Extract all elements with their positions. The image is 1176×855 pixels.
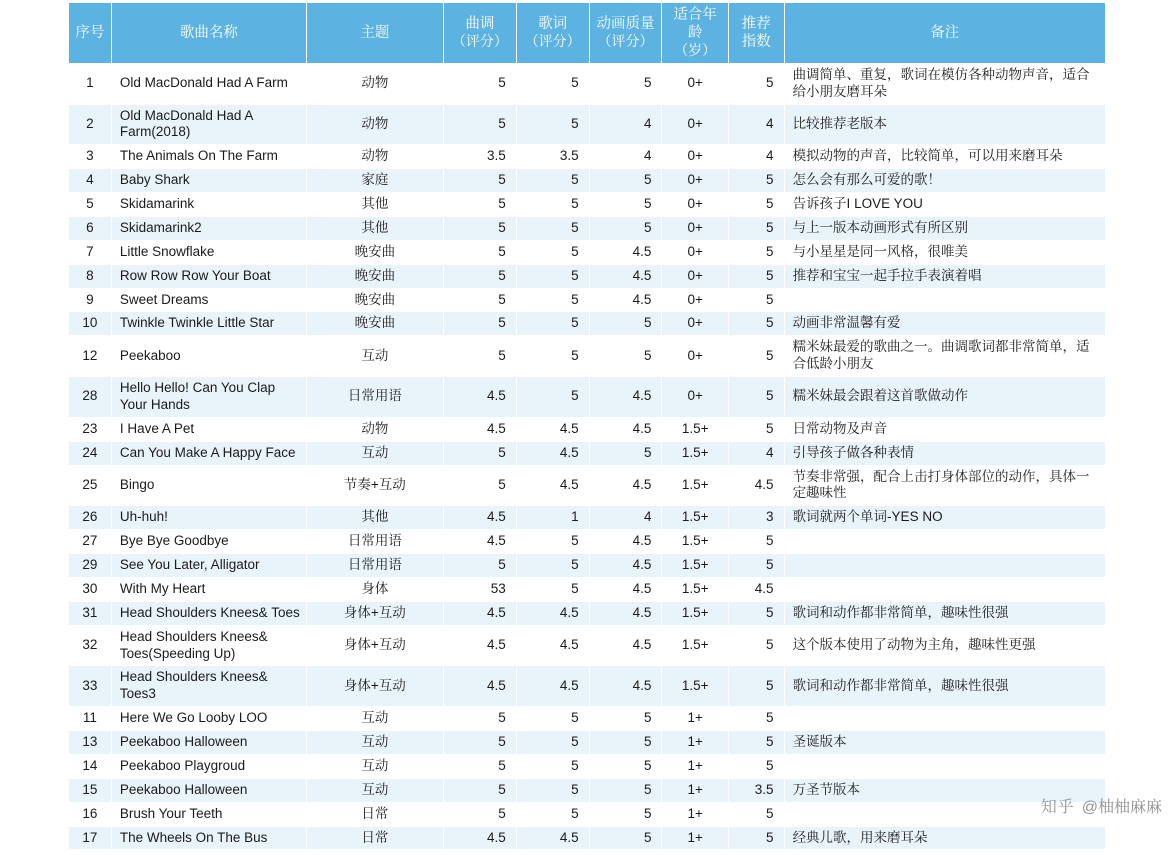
- table-row: [69, 169, 1106, 193]
- cell-note: 糯米妹最爱的歌曲之一。曲调歌词都非常简单，适合低龄小朋友: [784, 336, 1105, 377]
- table-row: [69, 63, 1106, 104]
- cell-song-name: Old MacDonald Had A Farm(2018): [111, 104, 306, 145]
- cell-note: [784, 530, 1105, 554]
- cell-song-name: Can You Make A Happy Face: [111, 441, 306, 465]
- cell-index: 1: [69, 63, 112, 104]
- cell-tune-score: 5: [443, 441, 516, 465]
- cell-recommend: 3: [728, 506, 784, 530]
- cell-tune-score: 5: [443, 802, 516, 826]
- cell-note: 比较推荐老版本: [784, 104, 1105, 145]
- cell-note: 万圣节版本: [784, 778, 1105, 802]
- cell-song-name: Bingo: [111, 465, 306, 506]
- cell-theme: 日常用语: [306, 530, 443, 554]
- cell-animation-score: 4: [589, 506, 662, 530]
- cell-theme: 身体+互动: [306, 625, 443, 666]
- cell-recommend: 5: [728, 666, 784, 707]
- cell-animation-score: 5: [589, 216, 662, 240]
- cell-recommend: 5: [728, 377, 784, 418]
- cell-recommend: 5: [728, 530, 784, 554]
- cell-age: 1+: [662, 802, 728, 826]
- cell-tune-score: 5: [443, 465, 516, 506]
- cell-song-name: Brush Your Teeth: [111, 802, 306, 826]
- cell-theme: 互动: [306, 731, 443, 755]
- cell-recommend: 5: [728, 601, 784, 625]
- cell-index: 8: [69, 264, 112, 288]
- song-table: [68, 2, 1106, 850]
- cell-animation-score: 5: [589, 826, 662, 850]
- cell-recommend: 5: [728, 240, 784, 264]
- cell-song-name: Head Shoulders Knees& Toes3: [111, 666, 306, 707]
- cell-animation-score: 4.5: [589, 288, 662, 312]
- cell-theme: 其他: [306, 506, 443, 530]
- cell-animation-score: 5: [589, 193, 662, 217]
- cell-theme: 节奏+互动: [306, 465, 443, 506]
- cell-note: 引导孩子做各种表情: [784, 441, 1105, 465]
- cell-recommend: 4.5: [728, 577, 784, 601]
- cell-tune-score: 4.5: [443, 377, 516, 418]
- cell-age: 1.5+: [662, 530, 728, 554]
- table-row: [69, 601, 1106, 625]
- cell-age: 1.5+: [662, 601, 728, 625]
- table-row: [69, 666, 1106, 707]
- cell-recommend: 5: [728, 336, 784, 377]
- cell-animation-score: 5: [589, 336, 662, 377]
- zhihu-logo: 知乎: [1040, 799, 1075, 816]
- cell-lyrics-score: 5: [516, 288, 589, 312]
- cell-recommend: 5: [728, 264, 784, 288]
- cell-lyrics-score: 4.5: [516, 417, 589, 441]
- cell-animation-score: 5: [589, 731, 662, 755]
- cell-recommend: 5: [728, 288, 784, 312]
- cell-theme: 晚安曲: [306, 288, 443, 312]
- cell-lyrics-score: 5: [516, 63, 589, 104]
- cell-theme: 晚安曲: [306, 240, 443, 264]
- cell-theme: 晚安曲: [306, 312, 443, 336]
- cell-animation-score: 5: [589, 707, 662, 731]
- cell-note: 歌词和动作都非常简单，趣味性很强: [784, 601, 1105, 625]
- cell-note: 动画非常温馨有爱: [784, 312, 1105, 336]
- table-row: [69, 778, 1106, 802]
- cell-animation-score: 5: [589, 778, 662, 802]
- table-row: [69, 577, 1106, 601]
- cell-song-name: Hello Hello! Can You Clap Your Hands: [111, 377, 306, 418]
- cell-lyrics-score: 5: [516, 554, 589, 578]
- cell-recommend: 5: [728, 625, 784, 666]
- cell-tune-score: 4.5: [443, 530, 516, 554]
- table-row: [69, 288, 1106, 312]
- cell-tune-score: 53: [443, 577, 516, 601]
- cell-theme: 互动: [306, 441, 443, 465]
- cell-recommend: 5: [728, 193, 784, 217]
- cell-note: 告诉孩子I LOVE YOU: [784, 193, 1105, 217]
- cell-animation-score: 5: [589, 63, 662, 104]
- cell-age: 0+: [662, 193, 728, 217]
- cell-song-name: Skidamarink: [111, 193, 306, 217]
- cell-note: [784, 707, 1105, 731]
- cell-lyrics-score: 5: [516, 240, 589, 264]
- cell-theme: 日常: [306, 802, 443, 826]
- cell-animation-score: 4.5: [589, 465, 662, 506]
- cell-theme: 动物: [306, 145, 443, 169]
- cell-song-name: Baby Shark: [111, 169, 306, 193]
- cell-lyrics-score: 5: [516, 312, 589, 336]
- cell-note: 模拟动物的声音，比较简单，可以用来磨耳朵: [784, 145, 1105, 169]
- table-row: [69, 336, 1106, 377]
- cell-theme: 日常: [306, 826, 443, 850]
- cell-age: 1.5+: [662, 666, 728, 707]
- cell-lyrics-score: 5: [516, 104, 589, 145]
- cell-index: 10: [69, 312, 112, 336]
- cell-index: 31: [69, 601, 112, 625]
- cell-age: 1.5+: [662, 465, 728, 506]
- column-header-lyrics: 歌词 （评分）: [516, 3, 589, 64]
- cell-index: 28: [69, 377, 112, 418]
- table-row: [69, 554, 1106, 578]
- cell-animation-score: 5: [589, 169, 662, 193]
- cell-note: 这个版本使用了动物为主角，趣味性更强: [784, 625, 1105, 666]
- column-header-note: 备注: [784, 3, 1105, 64]
- cell-theme: 动物: [306, 63, 443, 104]
- cell-lyrics-score: 5: [516, 264, 589, 288]
- cell-animation-score: 4.5: [589, 666, 662, 707]
- cell-age: 0+: [662, 377, 728, 418]
- cell-song-name: Peekaboo Playgroud: [111, 754, 306, 778]
- cell-tune-score: 4.5: [443, 625, 516, 666]
- cell-index: 33: [69, 666, 112, 707]
- cell-tune-score: 5: [443, 778, 516, 802]
- cell-age: 0+: [662, 264, 728, 288]
- cell-age: 0+: [662, 240, 728, 264]
- cell-song-name: Head Shoulders Knees& Toes(Speeding Up): [111, 625, 306, 666]
- column-header-age: 适合年龄 （岁）: [662, 3, 728, 64]
- cell-song-name: Bye Bye Goodbye: [111, 530, 306, 554]
- cell-age: 0+: [662, 312, 728, 336]
- cell-lyrics-score: 5: [516, 802, 589, 826]
- cell-tune-score: 5: [443, 193, 516, 217]
- cell-lyrics-score: 5: [516, 778, 589, 802]
- cell-animation-score: 5: [589, 312, 662, 336]
- column-header-name: 歌曲名称: [111, 3, 306, 64]
- cell-theme: 互动: [306, 336, 443, 377]
- cell-song-name: The Wheels On The Bus: [111, 826, 306, 850]
- cell-tune-score: 5: [443, 63, 516, 104]
- cell-theme: 日常用语: [306, 377, 443, 418]
- cell-recommend: 5: [728, 312, 784, 336]
- cell-song-name: Skidamarink2: [111, 216, 306, 240]
- table-row: [69, 264, 1106, 288]
- cell-note: [784, 554, 1105, 578]
- cell-age: 1.5+: [662, 506, 728, 530]
- cell-theme: 日常用语: [306, 554, 443, 578]
- cell-recommend: 5: [728, 63, 784, 104]
- cell-age: 1.5+: [662, 417, 728, 441]
- cell-lyrics-score: 5: [516, 336, 589, 377]
- cell-animation-score: 4.5: [589, 264, 662, 288]
- cell-age: 1+: [662, 754, 728, 778]
- cell-index: 29: [69, 554, 112, 578]
- table-row: [69, 530, 1106, 554]
- cell-song-name: Old MacDonald Had A Farm: [111, 63, 306, 104]
- table-body: [69, 63, 1106, 850]
- cell-recommend: 5: [728, 707, 784, 731]
- cell-age: 1.5+: [662, 625, 728, 666]
- table-header: [69, 3, 1106, 64]
- cell-tune-score: 4.5: [443, 666, 516, 707]
- cell-age: 0+: [662, 336, 728, 377]
- cell-index: 17: [69, 826, 112, 850]
- cell-tune-score: 3.5: [443, 145, 516, 169]
- cell-note: [784, 288, 1105, 312]
- cell-index: 11: [69, 707, 112, 731]
- cell-theme: 其他: [306, 216, 443, 240]
- cell-theme: 动物: [306, 104, 443, 145]
- cell-theme: 互动: [306, 754, 443, 778]
- cell-lyrics-score: 5: [516, 577, 589, 601]
- cell-animation-score: 4: [589, 104, 662, 145]
- cell-lyrics-score: 4.5: [516, 441, 589, 465]
- cell-theme: 互动: [306, 778, 443, 802]
- cell-lyrics-score: 4.5: [516, 601, 589, 625]
- cell-age: 1.5+: [662, 441, 728, 465]
- cell-theme: 身体+互动: [306, 666, 443, 707]
- cell-song-name: Row Row Row Your Boat: [111, 264, 306, 288]
- header-row: [69, 3, 1106, 64]
- cell-lyrics-score: 4.5: [516, 666, 589, 707]
- cell-age: 1+: [662, 778, 728, 802]
- table-row: [69, 240, 1106, 264]
- cell-index: 5: [69, 193, 112, 217]
- cell-song-name: The Animals On The Farm: [111, 145, 306, 169]
- cell-animation-score: 4.5: [589, 530, 662, 554]
- cell-tune-score: 5: [443, 754, 516, 778]
- cell-tune-score: 5: [443, 240, 516, 264]
- cell-song-name: Here We Go Looby LOO: [111, 707, 306, 731]
- cell-song-name: Peekaboo Halloween: [111, 778, 306, 802]
- cell-note: 节奏非常强，配合上击打身体部位的动作，具体一定趣味性: [784, 465, 1105, 506]
- cell-age: 1.5+: [662, 577, 728, 601]
- table-row: [69, 506, 1106, 530]
- cell-note: 圣诞版本: [784, 731, 1105, 755]
- cell-theme: 身体+互动: [306, 601, 443, 625]
- cell-tune-score: 5: [443, 216, 516, 240]
- cell-recommend: 3.5: [728, 778, 784, 802]
- cell-lyrics-score: 5: [516, 193, 589, 217]
- cell-index: 14: [69, 754, 112, 778]
- cell-song-name: With My Heart: [111, 577, 306, 601]
- cell-animation-score: 4.5: [589, 377, 662, 418]
- cell-lyrics-score: 1: [516, 506, 589, 530]
- cell-theme: 动物: [306, 417, 443, 441]
- cell-index: 23: [69, 417, 112, 441]
- cell-theme: 晚安曲: [306, 264, 443, 288]
- cell-index: 30: [69, 577, 112, 601]
- cell-age: 0+: [662, 63, 728, 104]
- cell-song-name: Sweet Dreams: [111, 288, 306, 312]
- cell-index: 12: [69, 336, 112, 377]
- cell-note: [784, 577, 1105, 601]
- cell-index: 7: [69, 240, 112, 264]
- cell-animation-score: 5: [589, 754, 662, 778]
- cell-animation-score: 4.5: [589, 601, 662, 625]
- table-row: [69, 216, 1106, 240]
- cell-recommend: 5: [728, 731, 784, 755]
- cell-note: 歌词和动作都非常简单，趣味性很强: [784, 666, 1105, 707]
- cell-tune-score: 5: [443, 169, 516, 193]
- table-row: [69, 441, 1106, 465]
- cell-tune-score: 4.5: [443, 417, 516, 441]
- table-row: [69, 465, 1106, 506]
- cell-note: 日常动物及声音: [784, 417, 1105, 441]
- cell-note: 与小星星是同一风格，很唯美: [784, 240, 1105, 264]
- cell-tune-score: 5: [443, 336, 516, 377]
- cell-note: 怎么会有那么可爱的歌！: [784, 169, 1105, 193]
- song-table-container: [68, 2, 1106, 850]
- cell-recommend: 4: [728, 104, 784, 145]
- column-header-animation: 动画质量 （评分）: [589, 3, 662, 64]
- cell-note: 曲调简单、重复，歌词在模仿各种动物声音，适合给小朋友磨耳朵: [784, 63, 1105, 104]
- cell-index: 16: [69, 802, 112, 826]
- cell-index: 32: [69, 625, 112, 666]
- cell-song-name: I Have A Pet: [111, 417, 306, 441]
- cell-tune-score: 5: [443, 264, 516, 288]
- cell-animation-score: 4.5: [589, 417, 662, 441]
- cell-age: 1+: [662, 731, 728, 755]
- column-header-theme: 主题: [306, 3, 443, 64]
- cell-recommend: 5: [728, 802, 784, 826]
- cell-tune-score: 5: [443, 554, 516, 578]
- cell-song-name: Peekaboo: [111, 336, 306, 377]
- table-row: [69, 377, 1106, 418]
- cell-lyrics-score: 5: [516, 169, 589, 193]
- cell-index: 13: [69, 731, 112, 755]
- cell-lyrics-score: 5: [516, 754, 589, 778]
- cell-lyrics-score: 3.5: [516, 145, 589, 169]
- cell-age: 1.5+: [662, 554, 728, 578]
- table-row: [69, 312, 1106, 336]
- cell-tune-score: 5: [443, 731, 516, 755]
- cell-animation-score: 4.5: [589, 625, 662, 666]
- cell-age: 1+: [662, 826, 728, 850]
- cell-index: 4: [69, 169, 112, 193]
- cell-animation-score: 4.5: [589, 577, 662, 601]
- cell-tune-score: 5: [443, 288, 516, 312]
- cell-tune-score: 5: [443, 312, 516, 336]
- watermark-author: @柚柚麻麻: [1081, 799, 1162, 816]
- table-row: [69, 707, 1106, 731]
- cell-recommend: 5: [728, 216, 784, 240]
- cell-song-name: Little Snowflake: [111, 240, 306, 264]
- column-header-index: 序号: [69, 3, 112, 64]
- table-row: [69, 826, 1106, 850]
- cell-recommend: 5: [728, 826, 784, 850]
- table-row: [69, 193, 1106, 217]
- cell-index: 27: [69, 530, 112, 554]
- cell-animation-score: 4.5: [589, 554, 662, 578]
- cell-song-name: Head Shoulders Knees& Toes: [111, 601, 306, 625]
- cell-recommend: 4.5: [728, 465, 784, 506]
- cell-tune-score: 5: [443, 707, 516, 731]
- cell-theme: 其他: [306, 193, 443, 217]
- cell-recommend: 4: [728, 145, 784, 169]
- cell-index: 26: [69, 506, 112, 530]
- cell-lyrics-score: 5: [516, 377, 589, 418]
- cell-animation-score: 4: [589, 145, 662, 169]
- cell-animation-score: 5: [589, 802, 662, 826]
- table-row: [69, 145, 1106, 169]
- cell-age: 0+: [662, 288, 728, 312]
- cell-note: 歌词就两个单词-YES NO: [784, 506, 1105, 530]
- table-row: [69, 802, 1106, 826]
- cell-song-name: Peekaboo Halloween: [111, 731, 306, 755]
- table-row: [69, 754, 1106, 778]
- cell-animation-score: 4.5: [589, 240, 662, 264]
- cell-age: 0+: [662, 104, 728, 145]
- cell-theme: 身体: [306, 577, 443, 601]
- cell-recommend: 4: [728, 441, 784, 465]
- cell-tune-score: 5: [443, 104, 516, 145]
- watermark: [1041, 794, 1162, 817]
- cell-index: 9: [69, 288, 112, 312]
- cell-lyrics-score: 5: [516, 707, 589, 731]
- cell-lyrics-score: 5: [516, 731, 589, 755]
- cell-lyrics-score: 4.5: [516, 465, 589, 506]
- cell-note: 推荐和宝宝一起手拉手表演着唱: [784, 264, 1105, 288]
- cell-age: 1+: [662, 707, 728, 731]
- cell-theme: 家庭: [306, 169, 443, 193]
- cell-index: 2: [69, 104, 112, 145]
- cell-animation-score: 5: [589, 441, 662, 465]
- cell-lyrics-score: 5: [516, 530, 589, 554]
- cell-lyrics-score: 4.5: [516, 826, 589, 850]
- cell-lyrics-score: 5: [516, 216, 589, 240]
- cell-recommend: 5: [728, 754, 784, 778]
- table-row: [69, 625, 1106, 666]
- cell-tune-score: 4.5: [443, 826, 516, 850]
- cell-age: 0+: [662, 216, 728, 240]
- table-row: [69, 731, 1106, 755]
- cell-recommend: 5: [728, 417, 784, 441]
- column-header-tune: 曲调 （评分）: [443, 3, 516, 64]
- cell-index: 6: [69, 216, 112, 240]
- column-header-recommend: 推荐指数: [728, 3, 784, 64]
- table-row: [69, 104, 1106, 145]
- cell-index: 24: [69, 441, 112, 465]
- cell-tune-score: 4.5: [443, 601, 516, 625]
- cell-age: 0+: [662, 145, 728, 169]
- cell-recommend: 5: [728, 554, 784, 578]
- cell-note: 糯米妹最会跟着这首歌做动作: [784, 377, 1105, 418]
- cell-index: 25: [69, 465, 112, 506]
- cell-song-name: Uh-huh!: [111, 506, 306, 530]
- cell-note: 经典儿歌，用来磨耳朵: [784, 826, 1105, 850]
- cell-index: 15: [69, 778, 112, 802]
- table-row: [69, 417, 1106, 441]
- cell-index: 3: [69, 145, 112, 169]
- cell-note: [784, 754, 1105, 778]
- cell-song-name: See You Later, Alligator: [111, 554, 306, 578]
- cell-tune-score: 4.5: [443, 506, 516, 530]
- cell-lyrics-score: 4.5: [516, 625, 589, 666]
- cell-theme: 互动: [306, 707, 443, 731]
- cell-recommend: 5: [728, 169, 784, 193]
- cell-song-name: Twinkle Twinkle Little Star: [111, 312, 306, 336]
- cell-age: 0+: [662, 169, 728, 193]
- cell-note: 与上一版本动画形式有所区别: [784, 216, 1105, 240]
